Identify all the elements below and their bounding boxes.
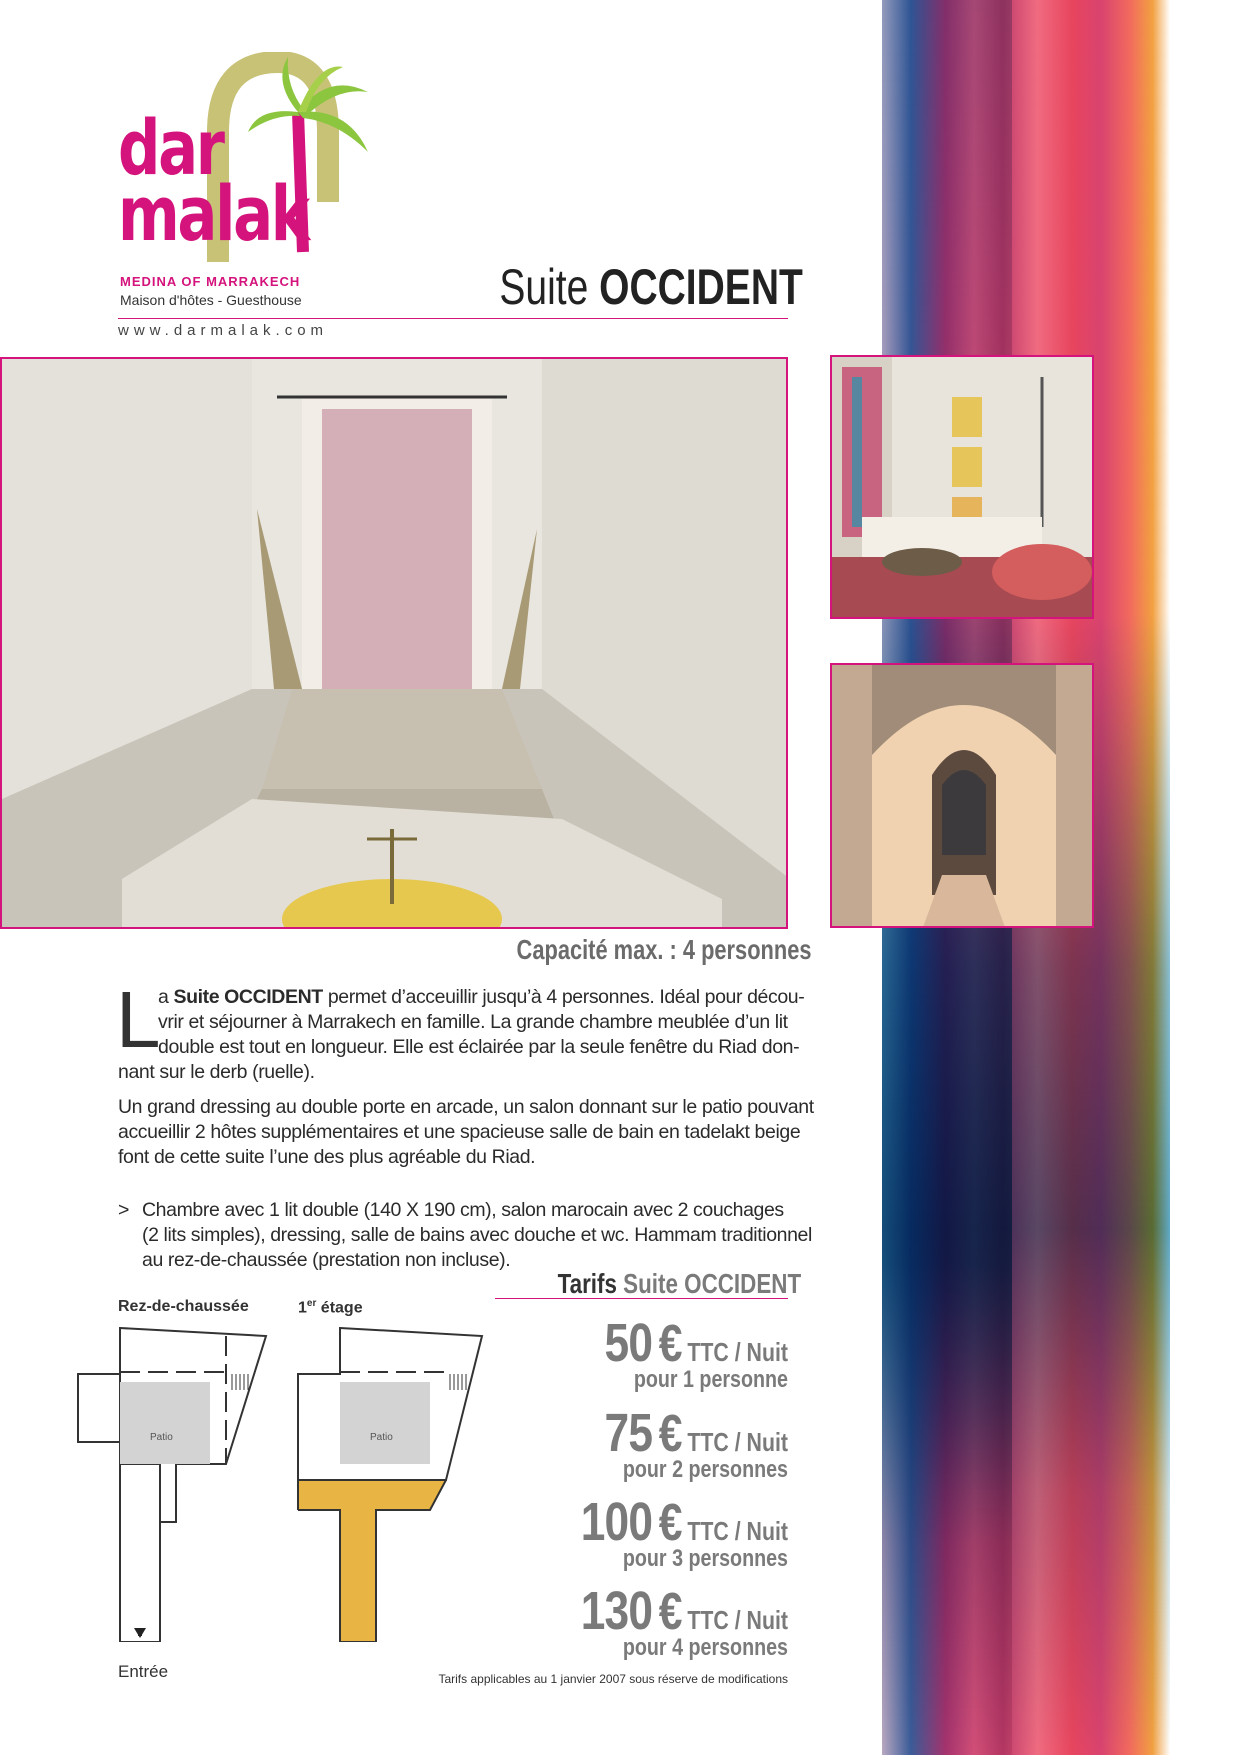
- photo-salon: [830, 355, 1094, 619]
- rate-4: [511, 1580, 788, 1642]
- first-floor-number: 1: [298, 1299, 307, 1317]
- euro-icon: €: [658, 1494, 683, 1552]
- first-floor-label: [298, 1298, 363, 1317]
- entrance-label: Entrée: [118, 1662, 169, 1681]
- logo-tagline: MEDINA OF MARRAKECH: [120, 274, 301, 289]
- ground-floor-label: Rez-de-chaussée: [118, 1298, 249, 1315]
- tarifs-heading: [557, 1268, 802, 1300]
- logo-text-dar: dar: [118, 103, 223, 192]
- rate-1-amount: 50: [604, 1313, 653, 1373]
- title-divider: [118, 318, 788, 319]
- rate-3-unit: TTC / Nuit: [687, 1516, 788, 1546]
- rate-2: [511, 1402, 788, 1464]
- bullet-line-1: Chambre avec 1 lit double (140 X 190 cm), salon marocain avec 2 couchages: [142, 1199, 784, 1221]
- tarifs-note: Tarifs applicables au 1 janvier 2007 sous réserve de modifications: [438, 1672, 788, 1686]
- logo: [118, 52, 398, 312]
- rate-1: [511, 1312, 788, 1374]
- title-prefix: Suite: [499, 259, 589, 315]
- rate-3-persons: pour 3 personnes: [622, 1545, 788, 1572]
- suite-name-bold: Suite OCCIDENT: [173, 986, 323, 1008]
- description-line-2: vrir et séjourner à Marrakech en famille. La grande chambre meublée d’un lit: [158, 1011, 788, 1033]
- euro-icon: €: [658, 1315, 683, 1373]
- rate-3: [511, 1491, 788, 1553]
- bullet-line-2: (2 lits simples), dressing, salle de bains avec douche et wc. Hammam traditionnel: [142, 1224, 812, 1246]
- rate-2-persons: pour 2 personnes: [622, 1456, 788, 1483]
- description-line-1: [158, 985, 804, 1010]
- first-floor-plan: [296, 1322, 486, 1642]
- title-name: OCCIDENT: [599, 259, 803, 315]
- bullet-marker: >: [118, 1199, 129, 1221]
- description-line-3: double est tout en longueur. Elle est éclairée par la seule fenêtre du Riad don-: [158, 1036, 800, 1058]
- rate-4-unit: TTC / Nuit: [687, 1605, 788, 1635]
- description-paragraph-1: [118, 985, 805, 1095]
- paragraph-2-line-1: Un grand dressing au double porte en arcade, un salon donnant sur le patio pouvant: [118, 1096, 814, 1118]
- rate-2-unit: TTC / Nuit: [687, 1427, 788, 1457]
- tarifs-heading-bold: Tarifs: [557, 1268, 617, 1299]
- rate-1-unit: TTC / Nuit: [687, 1337, 788, 1367]
- patio-label-first: Patio: [370, 1432, 393, 1443]
- first-floor-text: étage: [316, 1299, 363, 1317]
- ground-floor-plan: [76, 1322, 276, 1642]
- photo-bedroom: [0, 357, 788, 929]
- rate-3-amount: 100: [580, 1492, 653, 1552]
- first-floor-sup: er: [306, 1298, 317, 1309]
- description-paragraph-2: [118, 1095, 814, 1175]
- description-line-4: nant sur le derb (ruelle).: [118, 1061, 315, 1083]
- logo-text-malak: malak: [118, 169, 308, 258]
- line-1-pre: a: [158, 986, 174, 1008]
- tarifs-divider: [495, 1298, 788, 1299]
- photo-corridor: [830, 663, 1094, 928]
- rate-2-amount: 75: [604, 1403, 653, 1463]
- bullet-line-3: au rez-de-chaussée (prestation non incluse).: [142, 1249, 511, 1271]
- paragraph-2-line-3: font de cette suite l’une des plus agréable du Riad.: [118, 1146, 536, 1168]
- drop-cap: L: [116, 975, 161, 1064]
- rate-4-amount: 130: [580, 1581, 653, 1641]
- paragraph-2-line-2: accueillir 2 hôtes supplémentaires et une spacieuse salle de bain en tadelakt beige: [118, 1121, 801, 1143]
- rate-1-persons: pour 1 personne: [633, 1366, 788, 1393]
- euro-icon: €: [658, 1583, 683, 1641]
- logo-subtitle: Maison d'hôtes - Guesthouse: [120, 292, 302, 308]
- capacity-label: Capacité max. : 4 personnes: [516, 934, 812, 965]
- line-1-post: permet d’acceuillir jusqu’à 4 personnes. Idéal pour décou-: [322, 986, 805, 1008]
- website-url: www.darmalak.com: [118, 322, 329, 339]
- rate-4-persons: pour 4 personnes: [622, 1634, 788, 1661]
- page-title: [499, 259, 803, 315]
- patio-label-ground: Patio: [150, 1432, 173, 1443]
- tarifs-heading-suite: Suite OCCIDENT: [616, 1268, 802, 1299]
- euro-icon: €: [658, 1405, 683, 1463]
- features-bullet: [118, 1198, 812, 1278]
